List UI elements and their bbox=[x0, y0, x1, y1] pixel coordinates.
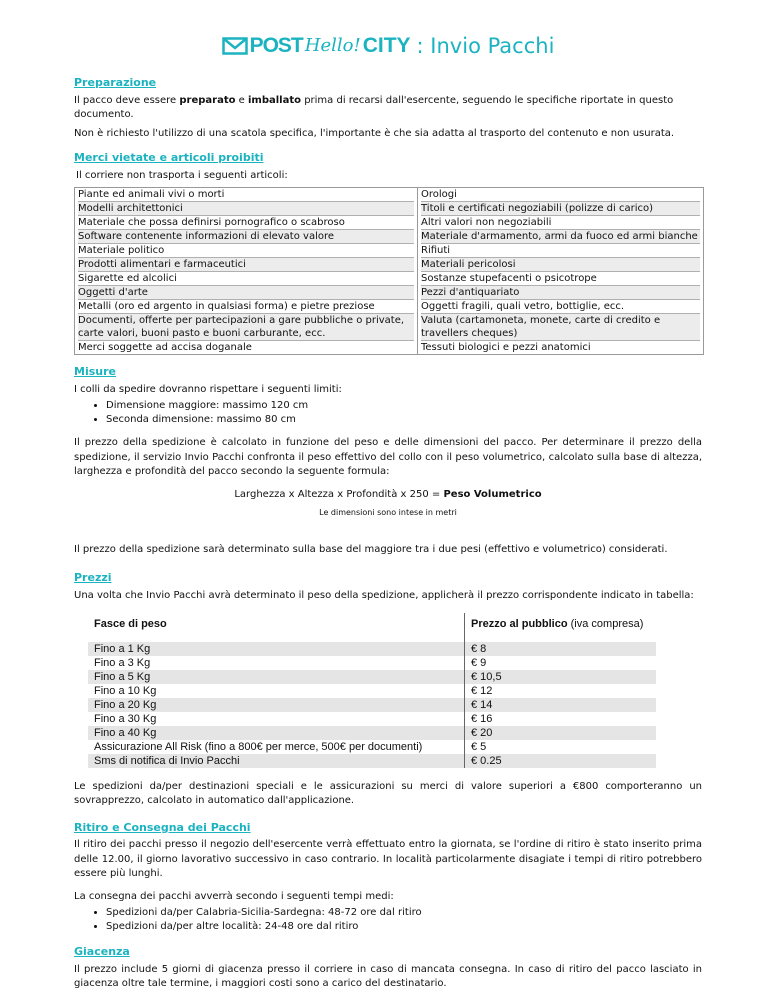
price-row bbox=[88, 698, 656, 712]
prohibited-items-left-column bbox=[75, 188, 418, 355]
price-value: € 20 bbox=[465, 726, 657, 740]
weight-band: Fino a 5 Kg bbox=[88, 670, 465, 684]
bold-text: imballato bbox=[248, 94, 302, 106]
heading-ritiro: Ritiro e Consegna dei Pacchi bbox=[74, 820, 251, 834]
prezzi-intro: Una volta che Invio Pacchi avrà determinato il peso della spedizione, applicherà il prezzo corrispondente indicato in tabella: bbox=[74, 589, 694, 601]
price-row bbox=[88, 656, 656, 670]
prohibited-item: Prodotti alimentari e farmaceutici bbox=[78, 258, 414, 272]
list-item: • Spedizioni da/per altre località: 24-48 ore dal ritiro bbox=[106, 920, 702, 934]
ritiro-paragraph-1: Il ritiro dei pacchi presso il negozio dell'esercente verrà effettuato entro la giornata, se l'ordine di ritiro è stato inserito prima delle 12.00, il giorno lavorativo successivo in caso contrario. In località particolarmente disagiate i tempi di ritiro potrebbero essere più lunghi. bbox=[74, 839, 702, 879]
prohibited-item: Merci soggette ad accisa doganale bbox=[78, 342, 252, 353]
weight-band: Fino a 1 Kg bbox=[88, 642, 465, 656]
preparazione-paragraph-1 bbox=[74, 94, 702, 123]
price-value: € 0.25 bbox=[465, 754, 657, 768]
logo-city-text: CITY bbox=[362, 33, 411, 57]
heading-giacenza: Giacenza bbox=[74, 945, 130, 958]
price-row bbox=[88, 684, 656, 698]
heading-prezzi: Prezzi bbox=[74, 571, 112, 584]
prohibited-items-right-column bbox=[418, 188, 704, 355]
prohibited-item: Materiali pericolosi bbox=[421, 258, 700, 272]
prohibited-item: Tessuti biologici e pezzi anatomici bbox=[421, 342, 591, 353]
prohibited-item: Metalli (oro ed argento in qualsiasi forma) e pietre preziose bbox=[78, 300, 414, 314]
bold-text: preparato bbox=[179, 94, 236, 106]
prohibited-item: Materiale che possa definirsi pornografico o scabroso bbox=[78, 216, 414, 230]
heading-misure: Misure bbox=[74, 365, 116, 378]
list-item: • Dimensione maggiore: massimo 120 cm bbox=[106, 399, 702, 413]
weight-band: Fino a 40 Kg bbox=[88, 726, 465, 740]
header bbox=[74, 26, 702, 66]
preparazione-paragraph-2: Non è richiesto l'utilizzo di una scatola specifica, l'importante è che sia adatta al trasporto del contenuto e non usurata. bbox=[74, 127, 675, 139]
logo-hello-text: Hello! bbox=[304, 34, 361, 56]
envelope-icon bbox=[222, 37, 248, 55]
text: Il pacco deve essere bbox=[74, 94, 180, 106]
prohibited-item: Materiale politico bbox=[78, 244, 414, 258]
giacenza-paragraph: Il prezzo include 5 giorni di giacenza presso il corriere in caso di mancata consegna. In caso di ritiro del pacco lasciato in giacenza oltre tale termine, i maggiori costi sono a carico del destinatario. bbox=[74, 963, 702, 989]
prohibited-item: Altri valori non negoziabili bbox=[421, 216, 700, 230]
ritiro-paragraph-2: La consegna dei pacchi avverrà secondo i seguenti tempi medi: bbox=[74, 890, 394, 902]
prohibited-item: Sigarette ed alcolici bbox=[78, 272, 414, 286]
price-value: € 8 bbox=[465, 642, 657, 656]
price-row bbox=[88, 642, 656, 656]
prohibited-item: Piante ed animali vivi o morti bbox=[78, 188, 414, 202]
page-title: : Invio Pacchi bbox=[416, 33, 555, 58]
text: prima di recarsi dall'esercente, seguendo le specifiche riportate in questo documento. bbox=[74, 94, 674, 120]
price-row bbox=[88, 670, 656, 684]
weight-band: Sms di notifica di Invio Pacchi bbox=[88, 754, 465, 768]
misure-paragraph-1: Il prezzo della spedizione è calcolato in funzione del peso e delle dimensioni del pacco. Per determinare il prezzo della spedizione, il servizio Invio Pacchi confronta il peso effettivo del collo con il peso volumetrico, calcolato sulla base di altezza, larghezza e profondità del pacco secondo la seguente formula: bbox=[74, 437, 702, 477]
formula bbox=[74, 488, 702, 503]
vietate-intro: Il corriere non trasporta i seguenti articoli: bbox=[76, 169, 288, 181]
price-row bbox=[88, 712, 656, 726]
prohibited-item: Materiale d'armamento, armi da fuoco ed armi bianche bbox=[421, 230, 700, 244]
price-row bbox=[88, 726, 656, 740]
weight-band: Fino a 3 Kg bbox=[94, 656, 151, 669]
price-value: € 10,5 bbox=[465, 670, 657, 684]
price-value: € 9 bbox=[465, 656, 657, 670]
formula-result: Peso Volumetrico bbox=[443, 488, 542, 500]
prohibited-item: Oggetti fragili, quali vetro, bottiglie, ecc. bbox=[421, 300, 700, 314]
price-row bbox=[88, 754, 656, 768]
prohibited-item: Titoli e certificati negoziabili (polizze di carico) bbox=[421, 202, 700, 216]
misure-paragraph-2: Il prezzo della spedizione sarà determinato sulla base del maggiore tra i due pesi (effettivo e volumetrico) considerati. bbox=[74, 543, 668, 555]
header-text: Prezzo al pubblico bbox=[471, 618, 568, 630]
price-table-header-weight: Fasce di peso bbox=[94, 618, 167, 630]
prohibited-item: Pezzi d'antiquariato bbox=[421, 286, 700, 300]
prohibited-item: Rifiuti bbox=[421, 244, 700, 258]
heading-preparazione: Preparazione bbox=[74, 76, 157, 89]
formula-text: Larghezza x Altezza x Profondità x 250 = bbox=[234, 488, 444, 500]
prohibited-item: Sostanze stupefacenti o psicotrope bbox=[421, 272, 700, 286]
price-value: € 16 bbox=[465, 712, 657, 726]
price-value: € 14 bbox=[465, 698, 657, 712]
prohibited-item: Valuta (cartamoneta, monete, carte di credito e travellers cheques) bbox=[421, 314, 700, 341]
header-note: (iva compresa) bbox=[567, 618, 644, 630]
prohibited-item: Orologi bbox=[421, 188, 700, 202]
price-table-header-price bbox=[465, 613, 657, 642]
misure-list bbox=[74, 399, 702, 426]
prohibited-item: Oggetti d'arte bbox=[78, 286, 414, 300]
weight-band: Assicurazione All Risk (fino a 800€ per merce, 500€ per documenti) bbox=[94, 740, 423, 753]
misure-intro: I colli da spedire dovranno rispettare i seguenti limiti: bbox=[74, 383, 342, 395]
prohibited-item: Modelli architettonici bbox=[78, 202, 414, 216]
document-page bbox=[74, 26, 702, 996]
heading-merci-vietate: Merci vietate e articoli proibiti bbox=[74, 151, 264, 164]
prezzi-note: Le spedizioni da/per destinazioni speciali e le assicurazioni su merci di valore superiori a €800 comporteranno un sovrapprezzo, calcolato in automatico dall'applicazione. bbox=[74, 780, 702, 806]
price-value: € 12 bbox=[465, 684, 657, 698]
formula-note: Le dimensioni sono intese in metri bbox=[319, 508, 457, 517]
logo-post-text: POST bbox=[249, 33, 303, 57]
weight-band: Fino a 10 Kg bbox=[94, 684, 157, 697]
text: e bbox=[235, 94, 248, 106]
posthellocity-logo bbox=[222, 33, 411, 57]
weight-band: Fino a 20 Kg bbox=[88, 698, 465, 712]
prohibited-item: Documenti, offerte per partecipazioni a gare pubbliche o private, carte valori, buoni pasto e buoni carburante, ecc. bbox=[78, 314, 414, 341]
prohibited-items-table bbox=[74, 187, 704, 355]
weight-band: Fino a 30 Kg bbox=[94, 712, 157, 725]
price-value: € 5 bbox=[465, 740, 657, 754]
price-row bbox=[88, 740, 656, 754]
list-item: • Seconda dimensione: massimo 80 cm bbox=[106, 413, 702, 427]
ritiro-list bbox=[74, 906, 702, 933]
prohibited-item: Software contenente informazioni di elevato valore bbox=[78, 230, 414, 244]
price-table bbox=[88, 613, 656, 768]
list-item: • Spedizioni da/per Calabria-Sicilia-Sardegna: 48-72 ore dal ritiro bbox=[106, 906, 702, 920]
